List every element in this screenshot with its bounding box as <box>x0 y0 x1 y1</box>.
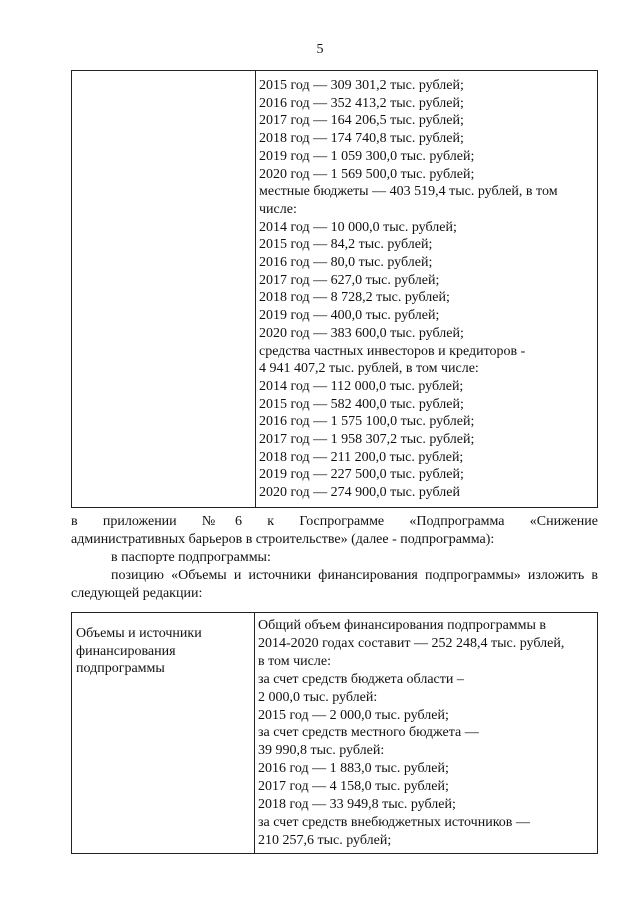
table1-line: 4 941 407,2 тыс. рублей, в том числе: <box>259 361 479 377</box>
table1-line: 2016 год — 1 575 100,0 тыс. рублей; <box>259 414 475 430</box>
table1-line: 2020 год — 1 569 500,0 тыс. рублей; <box>259 166 475 182</box>
table2-label-line: Объемы и источники <box>76 626 202 641</box>
table1-line: 2017 год — 627,0 тыс. рублей; <box>259 272 440 288</box>
table1-line: 2020 год — 274 900,0 тыс. рублей <box>259 485 460 501</box>
table2-right-cell <box>255 613 598 854</box>
paragraph-position-line1: позицию «Объемы и источники финансирования подпрограммы» изложить в <box>111 568 598 583</box>
table2-left-cell <box>72 613 255 854</box>
table1-line: 2016 год — 80,0 тыс. рублей; <box>259 255 433 271</box>
table1-line: 2015 год — 582 400,0 тыс. рублей; <box>259 396 464 412</box>
paragraph-appendix-line2: административных барьеров в строительстве» (далее - подпрограмма): <box>71 532 495 547</box>
table1-line: 2019 год — 227 500,0 тыс. рублей; <box>259 467 464 483</box>
table2-line: 2018 год — 33 949,8 тыс. рублей; <box>258 797 456 813</box>
table2-line: 2014-2020 годах составит — 252 248,4 тыс. рублей, <box>258 635 565 651</box>
table2-line: за счет средств местного бюджета — <box>258 725 479 741</box>
table1-line: 2017 год — 1 958 307,2 тыс. рублей; <box>259 432 475 448</box>
table1-line: 2018 год — 8 728,2 тыс. рублей; <box>259 290 450 306</box>
table1-line: 2020 год — 383 600,0 тыс. рублей; <box>259 325 464 341</box>
paragraph-position-line2: следующей редакции: <box>71 586 203 601</box>
table2-line: за счет средств бюджета области – <box>258 671 464 687</box>
table1-right-cell <box>256 71 598 508</box>
table2-line: 210 257,6 тыс. рублей; <box>258 832 392 848</box>
table1-line: местные бюджеты — 403 519,4 тыс. рублей, в том <box>259 184 558 200</box>
table1-left-cell <box>72 71 256 508</box>
table2-line: за счет средств внебюджетных источников — <box>258 814 530 830</box>
table1-line: 2016 год — 352 413,2 тыс. рублей; <box>259 95 464 111</box>
table2-label-line: подпрограммы <box>76 661 165 676</box>
table2-line: 2017 год — 4 158,0 тыс. рублей; <box>258 779 449 795</box>
table1-line: 2014 год — 10 000,0 тыс. рублей; <box>259 219 457 235</box>
table1-line: 2018 год — 211 200,0 тыс. рублей; <box>259 449 464 465</box>
table1-line: 2019 год — 1 059 300,0 тыс. рублей; <box>259 148 475 164</box>
table2-line: в том числе: <box>258 653 331 669</box>
table1-line: числе: <box>259 201 297 217</box>
paragraph-passport: в паспорте подпрограммы: <box>111 550 271 565</box>
table2-line: Общий объем финансирования подпрограммы в <box>258 618 547 633</box>
table2-line: 2016 год — 1 883,0 тыс. рублей; <box>258 761 449 777</box>
table2-line: 2015 год — 2 000,0 тыс. рублей; <box>258 707 449 723</box>
paragraph-appendix-line1: в приложении №6 к Госпрограмме «Подпрограмма «Снижение <box>71 514 598 529</box>
table1-line: 2015 год — 84,2 тыс. рублей; <box>259 237 433 253</box>
table1-line: 2019 год — 400,0 тыс. рублей; <box>259 308 440 324</box>
table2-line: 39 990,8 тыс. рублей: <box>258 743 385 759</box>
subprogram-financing-table <box>71 612 598 854</box>
table1-line: 2017 год — 164 206,5 тыс. рублей; <box>259 113 464 129</box>
page-number: 5 <box>316 42 324 57</box>
table1-line: 2018 год — 174 740,8 тыс. рублей; <box>259 131 464 147</box>
financing-table-continued <box>71 70 598 508</box>
table1-line: 2014 год — 112 000,0 тыс. рублей; <box>259 378 464 394</box>
table2-line: 2 000,0 тыс. рублей: <box>258 689 378 705</box>
table1-line: средства частных инвесторов и кредиторов - <box>259 343 526 359</box>
table1-line: 2015 год — 309 301,2 тыс. рублей; <box>259 78 464 93</box>
table2-label-line: финансирования <box>76 643 176 659</box>
